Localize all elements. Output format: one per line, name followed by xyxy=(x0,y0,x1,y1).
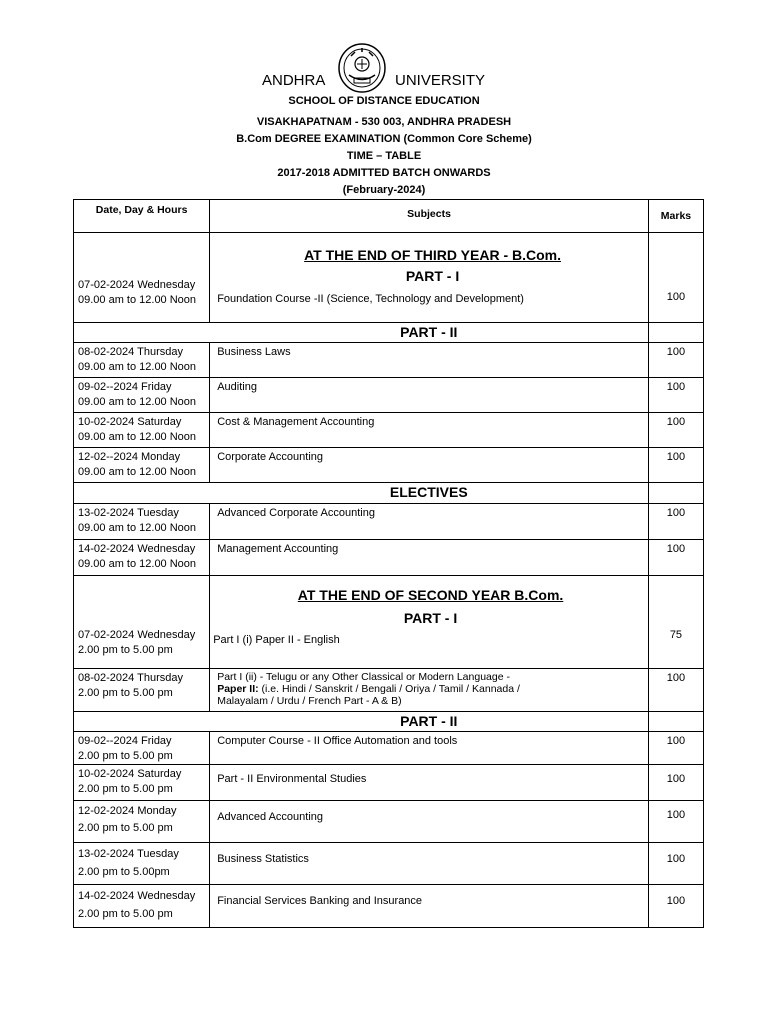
exam-time: 2.00 pm to 5.00 pm xyxy=(78,908,173,920)
timetable-table xyxy=(73,199,704,928)
subject-line: Malayalam / Urdu / French Part - A & B) xyxy=(217,695,402,707)
part-ii-heading: PART - II xyxy=(400,713,458,729)
date-cell xyxy=(74,413,210,448)
table-row xyxy=(74,765,704,801)
exam-time: 09.00 am to 12.00 Noon xyxy=(78,466,197,478)
exam-time: 2.00 pm to 5.00 pm xyxy=(78,750,173,762)
marks-cell: 100 xyxy=(648,343,703,378)
marks-cell: 100 xyxy=(648,540,703,576)
exam-time: 09.00 am to 12.00 Noon xyxy=(78,294,197,306)
part-i-heading: PART - I xyxy=(403,610,458,626)
third-year-heading: AT THE END OF THIRD YEAR - B.Com. xyxy=(304,247,562,263)
marks-cell: 100 xyxy=(648,885,703,928)
electives-heading: ELECTIVES xyxy=(389,484,468,500)
exam-date: 14-02-2024 Wednesday xyxy=(78,543,196,555)
column-header-marks: Marks xyxy=(648,200,703,233)
subject-line: Part I (ii) - Telugu or any Other Classical or Modern Language - xyxy=(217,671,510,683)
exam-date: 10-02-2024 Saturday xyxy=(78,768,182,780)
exam-date: 13-02-2024 Tuesday xyxy=(78,848,179,860)
subject-name: Part I (i) Paper II - English xyxy=(213,634,340,646)
subject-cell: Management Accounting xyxy=(210,540,649,576)
table-row xyxy=(74,843,704,885)
university-seal-icon xyxy=(337,42,387,94)
table-row xyxy=(74,801,704,843)
subject-cell: Cost & Management Accounting xyxy=(210,413,649,448)
exam-time: 09.00 am to 12.00 Noon xyxy=(78,431,197,443)
exam-time: 09.00 am to 12.00 Noon xyxy=(78,396,197,408)
table-header-row xyxy=(74,200,704,233)
table-row xyxy=(74,448,704,483)
marks-cell: 100 xyxy=(648,448,703,483)
exam-time: 2.00 pm to 5.00pm xyxy=(78,866,170,878)
subject-cell: Computer Course - II Office Automation and tools xyxy=(210,732,649,765)
table-row xyxy=(74,669,704,712)
exam-time: 09.00 am to 12.00 Noon xyxy=(78,558,197,570)
exam-title: B.Com DEGREE EXAMINATION (Common Core Scheme) xyxy=(236,133,532,145)
exam-date: 14-02-2024 Wednesday xyxy=(78,890,196,902)
date-cell xyxy=(74,504,210,540)
date-cell xyxy=(74,801,210,843)
date-cell xyxy=(74,448,210,483)
section-row xyxy=(74,483,704,504)
timetable-title: TIME – TABLE xyxy=(346,150,422,162)
address: VISAKHAPATNAM - 530 003, ANDHRA PRADESH xyxy=(256,116,512,128)
exam-date: 09-02--2024 Friday xyxy=(78,381,172,393)
table-row xyxy=(74,576,704,669)
subject-cell: Auditing xyxy=(210,378,649,413)
exam-date: 08-02-2024 Thursday xyxy=(78,672,183,684)
exam-date: 12-02-2024 Monday xyxy=(78,805,177,817)
date-cell xyxy=(74,343,210,378)
table-row xyxy=(74,885,704,928)
subject-cell: Advanced Accounting xyxy=(210,801,649,843)
header-university: UNIVERSITY xyxy=(395,72,486,89)
exam-date: 07-02-2024 Wednesday xyxy=(78,279,196,291)
subject-cell: Business Laws xyxy=(210,343,649,378)
table-row xyxy=(74,413,704,448)
marks-cell: 100 xyxy=(648,765,703,801)
subject-cell: Corporate Accounting xyxy=(210,448,649,483)
subject-cell: Financial Services Banking and Insurance xyxy=(210,885,649,928)
school-name: SCHOOL OF DISTANCE EDUCATION xyxy=(288,95,480,107)
exam-time: 2.00 pm to 5.00 pm xyxy=(78,783,173,795)
date-cell xyxy=(74,576,210,669)
subject-cell xyxy=(210,233,649,323)
exam-date: 12-02--2024 Monday xyxy=(78,451,181,463)
subject-cell: Advanced Corporate Accounting xyxy=(210,504,649,540)
subject-line-rest: (i.e. Hindi / Sanskrit / Bengali / Oriya / Tamil / Kannada / xyxy=(258,683,520,695)
date-cell xyxy=(74,843,210,885)
date-cell xyxy=(74,885,210,928)
subject-bold: Paper II: xyxy=(217,683,259,695)
table-row xyxy=(74,540,704,576)
table-row xyxy=(74,378,704,413)
header-andhra: ANDHRA xyxy=(262,72,326,89)
table-row xyxy=(74,233,704,323)
table-row xyxy=(74,732,704,765)
date-cell xyxy=(74,540,210,576)
subject-cell: Business Statistics xyxy=(210,843,649,885)
section-row xyxy=(74,712,704,732)
column-header-subjects: Subjects xyxy=(210,200,649,233)
marks-cell: 100 xyxy=(648,413,703,448)
exam-time: 2.00 pm to 5.00 pm xyxy=(78,644,173,656)
marks-cell: 100 xyxy=(648,801,703,843)
batch-title: 2017-2018 ADMITTED BATCH ONWARDS xyxy=(277,167,491,179)
second-year-heading: AT THE END OF SECOND YEAR B.Com. xyxy=(297,587,564,603)
exam-time: 09.00 am to 12.00 Noon xyxy=(78,522,197,534)
part-ii-heading: PART - II xyxy=(400,324,458,340)
date-cell xyxy=(74,765,210,801)
exam-time: 2.00 pm to 5.00 pm xyxy=(78,822,173,834)
exam-time: 09.00 am to 12.00 Noon xyxy=(78,361,197,373)
marks-cell: 100 xyxy=(648,843,703,885)
session-title: (February-2024) xyxy=(342,184,426,196)
date-cell xyxy=(74,732,210,765)
subject-cell: Part - II Environmental Studies xyxy=(210,765,649,801)
date-cell xyxy=(74,233,210,323)
exam-date: 10-02-2024 Saturday xyxy=(78,416,182,428)
exam-date: 07-02-2024 Wednesday xyxy=(78,629,196,641)
subject-line xyxy=(217,683,648,695)
date-cell xyxy=(74,378,210,413)
exam-time: 2.00 pm to 5.00 pm xyxy=(78,687,173,699)
table-row xyxy=(74,343,704,378)
table-row xyxy=(74,504,704,540)
marks-cell: 100 xyxy=(648,233,703,323)
marks-cell: 100 xyxy=(648,504,703,540)
marks-cell: 75 xyxy=(648,576,703,669)
subject-cell xyxy=(210,669,649,712)
exam-date: 09-02--2024 Friday xyxy=(78,735,172,747)
subject-name: Foundation Course -II (Science, Technology and Development) xyxy=(217,293,524,305)
section-row xyxy=(74,323,704,343)
part-i-heading: PART - I xyxy=(405,268,460,284)
exam-date: 13-02-2024 Tuesday xyxy=(78,507,179,519)
marks-cell: 100 xyxy=(648,669,703,712)
marks-cell: 100 xyxy=(648,732,703,765)
column-header-date: Date, Day & Hours xyxy=(74,200,210,233)
marks-cell: 100 xyxy=(648,378,703,413)
exam-date: 08-02-2024 Thursday xyxy=(78,346,183,358)
subject-cell xyxy=(210,576,649,669)
date-cell xyxy=(74,669,210,712)
